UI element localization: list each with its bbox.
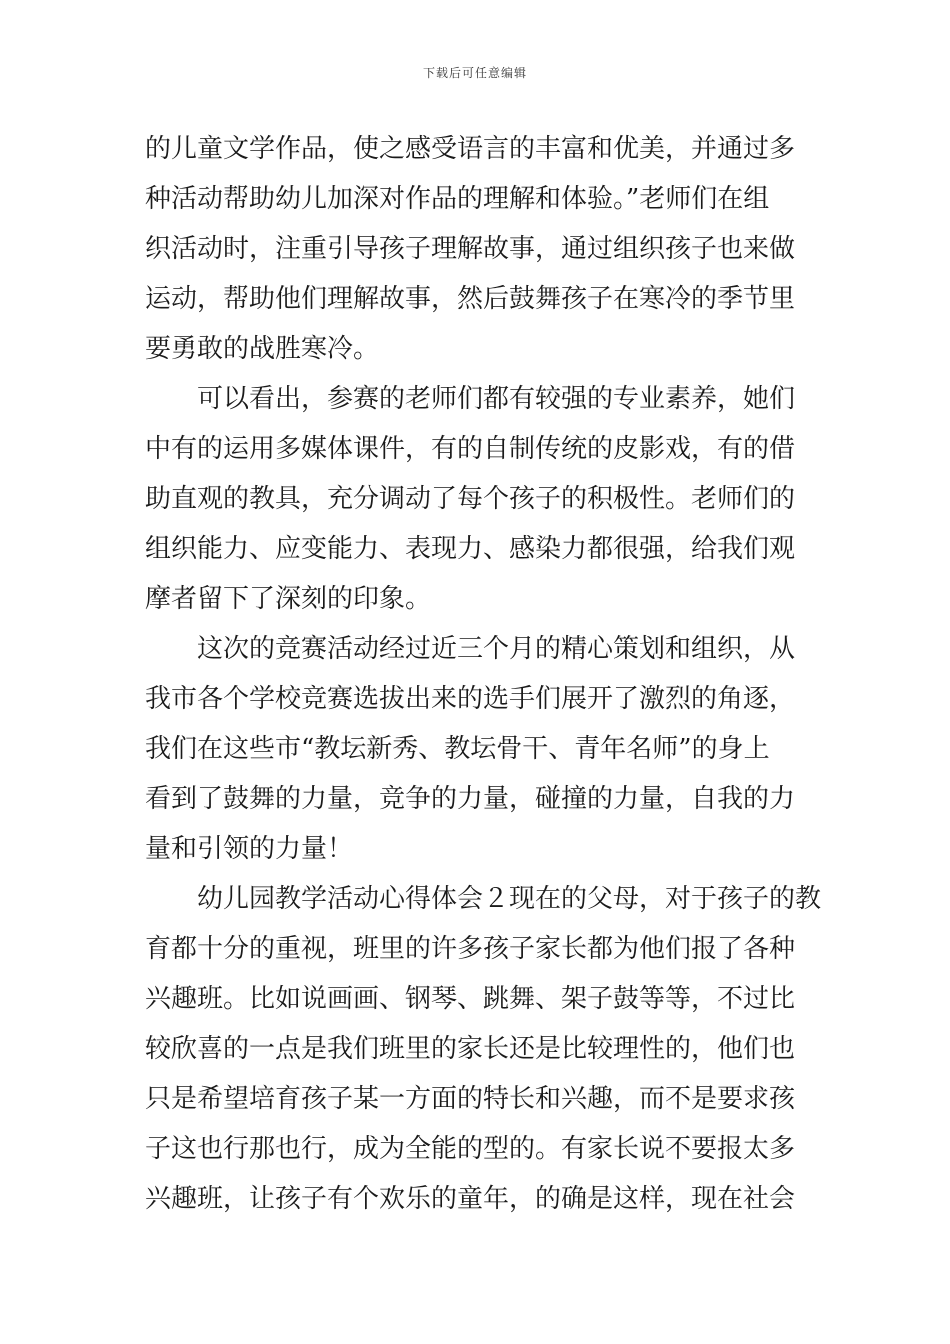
text-line: 兴趣班，让孩子有个欢乐的童年，的确是这样，现在社会 — [145, 1184, 796, 1214]
text-line: 这次的竞赛活动经过近三个月的精心策划和组织，从 — [145, 634, 796, 664]
text-line: 看到了鼓舞的力量，竞争的力量，碰撞的力量，自我的力 — [145, 784, 796, 814]
text-line: 兴趣班。比如说画画、钢琴、跳舞、架子鼓等等，不过比 — [145, 984, 796, 1014]
text-line: 种活动帮助幼儿加深对作品的理解和体验。”老师们在组 — [145, 184, 770, 214]
text-line: 摩者留下了深刻的印象。 — [145, 584, 432, 614]
text-line: 的儿童文学作品，使之感受语言的丰富和优美，并通过多 — [145, 134, 796, 164]
text-line: 量和引领的力量！ — [145, 834, 354, 864]
text-line: 幼儿园教学活动心得体会２现在的父母，对于孩子的教 — [145, 884, 822, 914]
text-line: 运动，帮助他们理解故事，然后鼓舞孩子在寒冷的季节里 — [145, 284, 796, 314]
text-line: 我市各个学校竞赛选拔出来的选手们展开了激烈的角逐， — [145, 684, 796, 714]
text-line: 中有的运用多媒体课件，有的自制传统的皮影戏，有的借 — [145, 434, 796, 464]
page-header: 下载后可任意编辑 — [422, 66, 527, 80]
text-line: 要勇敢的战胜寒冷。 — [145, 334, 380, 364]
text-line: 只是希望培育孩子某一方面的特长和兴趣，而不是要求孩 — [145, 1084, 796, 1114]
text-line: 育都十分的重视，班里的许多孩子家长都为他们报了各种 — [145, 934, 796, 964]
text-line: 组织能力、应变能力、表现力、感染力都很强，给我们观 — [145, 534, 796, 564]
text-line: 较欣喜的一点是我们班里的家长还是比较理性的，他们也 — [145, 1034, 796, 1064]
text-line: 我们在这些市“教坛新秀、教坛骨干、青年名师”的身上 — [145, 734, 770, 764]
text-line: 助直观的教具，充分调动了每个孩子的积极性。老师们的 — [145, 484, 796, 514]
document-body — [145, 124, 822, 1224]
text-line: 可以看出，参赛的老师们都有较强的专业素养，她们 — [145, 384, 796, 414]
text-line: 子这也行那也行，成为全能的型的。有家长说不要报太多 — [145, 1134, 796, 1164]
text-line: 织活动时，注重引导孩子理解故事，通过组织孩子也来做 — [145, 234, 796, 264]
